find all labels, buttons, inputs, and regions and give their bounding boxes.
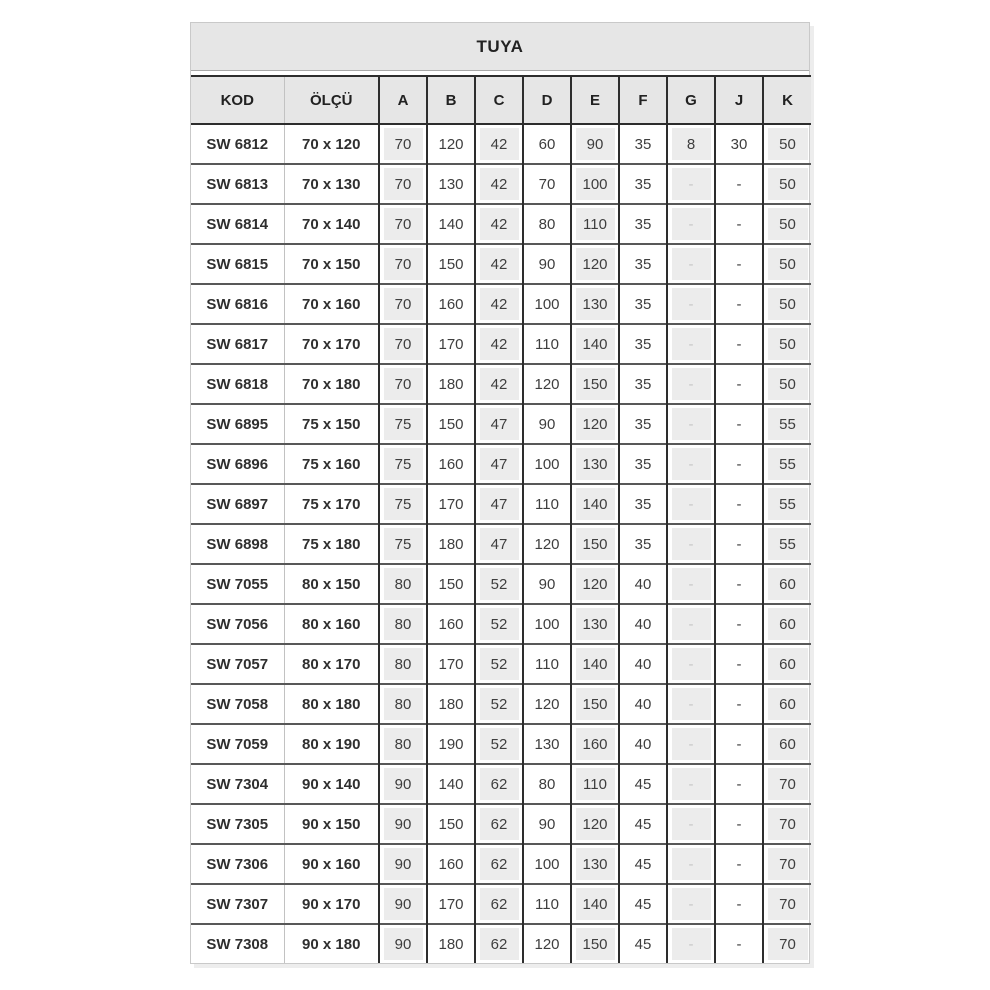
cell-b: 130 xyxy=(427,164,475,204)
cell-olcu: 80 x 160 xyxy=(284,604,379,644)
cell-g: - xyxy=(667,804,715,844)
cell-a: 80 xyxy=(379,684,427,724)
cell-f: 35 xyxy=(619,364,667,404)
cell-j: - xyxy=(715,644,763,684)
cell-k: 55 xyxy=(763,524,811,564)
cell-d: 90 xyxy=(523,404,571,444)
cell-olcu: 80 x 190 xyxy=(284,724,379,764)
cell-f: 45 xyxy=(619,764,667,804)
cell-c: 42 xyxy=(475,204,523,244)
cell-a: 75 xyxy=(379,484,427,524)
cell-g: 8 xyxy=(667,124,715,164)
cell-d: 70 xyxy=(523,164,571,204)
cell-c: 52 xyxy=(475,724,523,764)
cell-f: 35 xyxy=(619,164,667,204)
cell-j: - xyxy=(715,724,763,764)
cell-e: 150 xyxy=(571,524,619,564)
cell-j: - xyxy=(715,404,763,444)
cell-e: 120 xyxy=(571,244,619,284)
table-row xyxy=(191,244,811,284)
cell-e: 140 xyxy=(571,484,619,524)
column-header-a: A xyxy=(379,76,427,124)
cell-c: 42 xyxy=(475,364,523,404)
cell-j: - xyxy=(715,604,763,644)
cell-d: 90 xyxy=(523,244,571,284)
cell-g: - xyxy=(667,404,715,444)
cell-f: 35 xyxy=(619,324,667,364)
cell-k: 70 xyxy=(763,764,811,804)
cell-kod: SW 7057 xyxy=(191,644,284,684)
cell-kod: SW 6818 xyxy=(191,364,284,404)
cell-b: 160 xyxy=(427,284,475,324)
cell-g: - xyxy=(667,484,715,524)
cell-b: 140 xyxy=(427,204,475,244)
column-header-f: F xyxy=(619,76,667,124)
cell-j: - xyxy=(715,244,763,284)
cell-b: 180 xyxy=(427,924,475,963)
cell-olcu: 80 x 150 xyxy=(284,564,379,604)
table-row xyxy=(191,284,811,324)
cell-b: 150 xyxy=(427,244,475,284)
cell-a: 90 xyxy=(379,804,427,844)
cell-d: 100 xyxy=(523,284,571,324)
column-header-e: E xyxy=(571,76,619,124)
cell-f: 35 xyxy=(619,204,667,244)
cell-d: 90 xyxy=(523,804,571,844)
cell-k: 60 xyxy=(763,724,811,764)
cell-j: 30 xyxy=(715,124,763,164)
cell-g: - xyxy=(667,244,715,284)
cell-e: 140 xyxy=(571,324,619,364)
cell-a: 70 xyxy=(379,324,427,364)
cell-e: 100 xyxy=(571,164,619,204)
cell-a: 90 xyxy=(379,884,427,924)
cell-g: - xyxy=(667,844,715,884)
cell-d: 100 xyxy=(523,844,571,884)
cell-d: 120 xyxy=(523,924,571,963)
cell-j: - xyxy=(715,804,763,844)
cell-g: - xyxy=(667,164,715,204)
cell-j: - xyxy=(715,844,763,884)
cell-d: 110 xyxy=(523,484,571,524)
cell-kod: SW 7304 xyxy=(191,764,284,804)
cell-e: 120 xyxy=(571,804,619,844)
column-header-c: C xyxy=(475,76,523,124)
cell-c: 42 xyxy=(475,164,523,204)
cell-j: - xyxy=(715,324,763,364)
cell-g: - xyxy=(667,284,715,324)
cell-kod: SW 7305 xyxy=(191,804,284,844)
cell-k: 60 xyxy=(763,684,811,724)
cell-j: - xyxy=(715,484,763,524)
cell-olcu: 80 x 180 xyxy=(284,684,379,724)
cell-kod: SW 6815 xyxy=(191,244,284,284)
cell-c: 47 xyxy=(475,404,523,444)
cell-k: 70 xyxy=(763,804,811,844)
column-header-b: B xyxy=(427,76,475,124)
cell-olcu: 75 x 150 xyxy=(284,404,379,444)
table-row xyxy=(191,884,811,924)
cell-j: - xyxy=(715,444,763,484)
cell-kod: SW 7307 xyxy=(191,884,284,924)
cell-kod: SW 6895 xyxy=(191,404,284,444)
cell-olcu: 70 x 170 xyxy=(284,324,379,364)
cell-b: 180 xyxy=(427,684,475,724)
cell-b: 180 xyxy=(427,524,475,564)
cell-g: - xyxy=(667,684,715,724)
cell-c: 62 xyxy=(475,804,523,844)
cell-f: 35 xyxy=(619,524,667,564)
cell-olcu: 90 x 170 xyxy=(284,884,379,924)
cell-kod: SW 7308 xyxy=(191,924,284,963)
cell-d: 120 xyxy=(523,524,571,564)
cell-olcu: 90 x 160 xyxy=(284,844,379,884)
table-row xyxy=(191,204,811,244)
cell-f: 35 xyxy=(619,404,667,444)
cell-b: 190 xyxy=(427,724,475,764)
table-row xyxy=(191,684,811,724)
cell-d: 80 xyxy=(523,204,571,244)
cell-olcu: 80 x 170 xyxy=(284,644,379,684)
cell-c: 62 xyxy=(475,764,523,804)
cell-olcu: 70 x 120 xyxy=(284,124,379,164)
cell-e: 130 xyxy=(571,844,619,884)
table-row xyxy=(191,364,811,404)
cell-k: 60 xyxy=(763,604,811,644)
cell-a: 90 xyxy=(379,844,427,884)
table-row xyxy=(191,484,811,524)
cell-kod: SW 6896 xyxy=(191,444,284,484)
cell-e: 130 xyxy=(571,444,619,484)
cell-g: - xyxy=(667,204,715,244)
cell-a: 80 xyxy=(379,644,427,684)
cell-k: 60 xyxy=(763,644,811,684)
cell-c: 42 xyxy=(475,124,523,164)
cell-b: 160 xyxy=(427,604,475,644)
cell-f: 35 xyxy=(619,484,667,524)
cell-g: - xyxy=(667,364,715,404)
cell-e: 130 xyxy=(571,284,619,324)
cell-e: 110 xyxy=(571,204,619,244)
cell-kod: SW 6817 xyxy=(191,324,284,364)
cell-kod: SW 6816 xyxy=(191,284,284,324)
table-row xyxy=(191,924,811,963)
cell-d: 110 xyxy=(523,884,571,924)
cell-f: 40 xyxy=(619,684,667,724)
cell-d: 120 xyxy=(523,364,571,404)
cell-d: 110 xyxy=(523,324,571,364)
cell-j: - xyxy=(715,204,763,244)
cell-kod: SW 7306 xyxy=(191,844,284,884)
cell-e: 140 xyxy=(571,884,619,924)
cell-b: 150 xyxy=(427,404,475,444)
cell-b: 150 xyxy=(427,804,475,844)
cell-olcu: 70 x 150 xyxy=(284,244,379,284)
cell-j: - xyxy=(715,564,763,604)
cell-a: 90 xyxy=(379,924,427,963)
cell-d: 60 xyxy=(523,124,571,164)
table-row xyxy=(191,444,811,484)
cell-c: 52 xyxy=(475,644,523,684)
cell-c: 47 xyxy=(475,444,523,484)
cell-olcu: 70 x 140 xyxy=(284,204,379,244)
cell-b: 170 xyxy=(427,884,475,924)
cell-f: 40 xyxy=(619,724,667,764)
cell-a: 70 xyxy=(379,244,427,284)
cell-c: 52 xyxy=(475,684,523,724)
cell-k: 50 xyxy=(763,364,811,404)
cell-olcu: 75 x 180 xyxy=(284,524,379,564)
cell-j: - xyxy=(715,924,763,963)
table-row xyxy=(191,764,811,804)
cell-b: 170 xyxy=(427,484,475,524)
cell-c: 42 xyxy=(475,284,523,324)
cell-g: - xyxy=(667,884,715,924)
cell-b: 120 xyxy=(427,124,475,164)
cell-k: 55 xyxy=(763,484,811,524)
cell-f: 45 xyxy=(619,804,667,844)
cell-c: 52 xyxy=(475,564,523,604)
cell-kod: SW 6898 xyxy=(191,524,284,564)
cell-f: 35 xyxy=(619,284,667,324)
cell-j: - xyxy=(715,364,763,404)
spec-table xyxy=(191,75,811,963)
cell-c: 42 xyxy=(475,324,523,364)
cell-d: 100 xyxy=(523,604,571,644)
table-row xyxy=(191,724,811,764)
cell-a: 70 xyxy=(379,124,427,164)
column-header-d: D xyxy=(523,76,571,124)
cell-olcu: 70 x 160 xyxy=(284,284,379,324)
cell-a: 75 xyxy=(379,444,427,484)
cell-j: - xyxy=(715,284,763,324)
cell-e: 120 xyxy=(571,404,619,444)
cell-olcu: 70 x 130 xyxy=(284,164,379,204)
cell-g: - xyxy=(667,444,715,484)
table-row xyxy=(191,564,811,604)
cell-kod: SW 7056 xyxy=(191,604,284,644)
cell-a: 90 xyxy=(379,764,427,804)
table-row xyxy=(191,844,811,884)
cell-a: 70 xyxy=(379,364,427,404)
cell-a: 80 xyxy=(379,604,427,644)
column-header-g: G xyxy=(667,76,715,124)
cell-k: 50 xyxy=(763,164,811,204)
cell-d: 90 xyxy=(523,564,571,604)
column-header-kod: KOD xyxy=(191,76,284,124)
cell-kod: SW 6813 xyxy=(191,164,284,204)
cell-e: 90 xyxy=(571,124,619,164)
product-spec-sheet xyxy=(190,22,810,964)
cell-g: - xyxy=(667,324,715,364)
cell-a: 80 xyxy=(379,724,427,764)
cell-k: 70 xyxy=(763,884,811,924)
cell-a: 70 xyxy=(379,164,427,204)
cell-d: 110 xyxy=(523,644,571,684)
cell-f: 45 xyxy=(619,844,667,884)
cell-olcu: 75 x 160 xyxy=(284,444,379,484)
cell-b: 140 xyxy=(427,764,475,804)
column-header-olcu: ÖLÇÜ xyxy=(284,76,379,124)
cell-j: - xyxy=(715,524,763,564)
cell-d: 120 xyxy=(523,684,571,724)
cell-d: 130 xyxy=(523,724,571,764)
cell-e: 150 xyxy=(571,364,619,404)
cell-olcu: 75 x 170 xyxy=(284,484,379,524)
cell-e: 110 xyxy=(571,764,619,804)
cell-g: - xyxy=(667,764,715,804)
cell-olcu: 90 x 140 xyxy=(284,764,379,804)
cell-c: 42 xyxy=(475,244,523,284)
cell-k: 50 xyxy=(763,204,811,244)
cell-k: 70 xyxy=(763,924,811,963)
cell-kod: SW 7055 xyxy=(191,564,284,604)
cell-j: - xyxy=(715,764,763,804)
cell-e: 150 xyxy=(571,924,619,963)
cell-g: - xyxy=(667,604,715,644)
cell-d: 100 xyxy=(523,444,571,484)
cell-f: 35 xyxy=(619,244,667,284)
cell-c: 52 xyxy=(475,604,523,644)
cell-g: - xyxy=(667,644,715,684)
cell-f: 40 xyxy=(619,604,667,644)
table-header-row xyxy=(191,76,811,124)
cell-kod: SW 7059 xyxy=(191,724,284,764)
cell-g: - xyxy=(667,524,715,564)
column-header-j: J xyxy=(715,76,763,124)
cell-e: 130 xyxy=(571,604,619,644)
cell-j: - xyxy=(715,884,763,924)
cell-g: - xyxy=(667,924,715,963)
cell-olcu: 70 x 180 xyxy=(284,364,379,404)
cell-b: 160 xyxy=(427,844,475,884)
cell-k: 60 xyxy=(763,564,811,604)
cell-kod: SW 6812 xyxy=(206,135,269,153)
cell-k: 50 xyxy=(763,244,811,284)
cell-k: 50 xyxy=(763,324,811,364)
cell-a: 75 xyxy=(379,404,427,444)
table-title-text: TUYA xyxy=(476,36,524,56)
cell-c: 62 xyxy=(475,924,523,963)
cell-f: 45 xyxy=(619,884,667,924)
cell-f: 35 xyxy=(619,124,667,164)
cell-olcu: 90 x 150 xyxy=(284,804,379,844)
cell-b: 150 xyxy=(427,564,475,604)
table-row xyxy=(191,644,811,684)
cell-k: 50 xyxy=(763,284,811,324)
cell-k: 55 xyxy=(763,444,811,484)
cell-b: 180 xyxy=(427,364,475,404)
table-row xyxy=(191,164,811,204)
cell-e: 140 xyxy=(571,644,619,684)
cell-j: - xyxy=(715,684,763,724)
cell-g: - xyxy=(667,564,715,604)
table-row xyxy=(191,804,811,844)
cell-k: 55 xyxy=(763,404,811,444)
cell-e: 120 xyxy=(571,564,619,604)
cell-j: - xyxy=(715,164,763,204)
cell-olcu: 90 x 180 xyxy=(284,924,379,963)
cell-a: 75 xyxy=(379,524,427,564)
table-row xyxy=(191,604,811,644)
cell-kod: SW 6814 xyxy=(191,204,284,244)
cell-e: 150 xyxy=(571,684,619,724)
cell-c: 62 xyxy=(475,884,523,924)
cell-kod: SW 7058 xyxy=(191,684,284,724)
cell-kod: SW 6897 xyxy=(191,484,284,524)
cell-c: 47 xyxy=(475,484,523,524)
cell-a: 70 xyxy=(379,284,427,324)
table-row xyxy=(191,524,811,564)
cell-g: - xyxy=(667,724,715,764)
cell-k: 50 xyxy=(763,124,811,164)
table-row xyxy=(191,404,811,444)
table-row xyxy=(191,324,811,364)
column-header-k: K xyxy=(763,76,811,124)
cell-b: 170 xyxy=(427,324,475,364)
cell-f: 40 xyxy=(619,564,667,604)
cell-a: 70 xyxy=(379,204,427,244)
cell-a: 80 xyxy=(379,564,427,604)
table-row xyxy=(191,124,811,164)
cell-f: 35 xyxy=(619,444,667,484)
cell-f: 45 xyxy=(619,924,667,963)
cell-c: 47 xyxy=(475,524,523,564)
cell-k: 70 xyxy=(763,844,811,884)
cell-f: 40 xyxy=(619,644,667,684)
cell-d: 80 xyxy=(523,764,571,804)
cell-c: 62 xyxy=(475,844,523,884)
cell-b: 170 xyxy=(427,644,475,684)
cell-b: 160 xyxy=(427,444,475,484)
cell-e: 160 xyxy=(571,724,619,764)
table-title xyxy=(191,23,809,71)
